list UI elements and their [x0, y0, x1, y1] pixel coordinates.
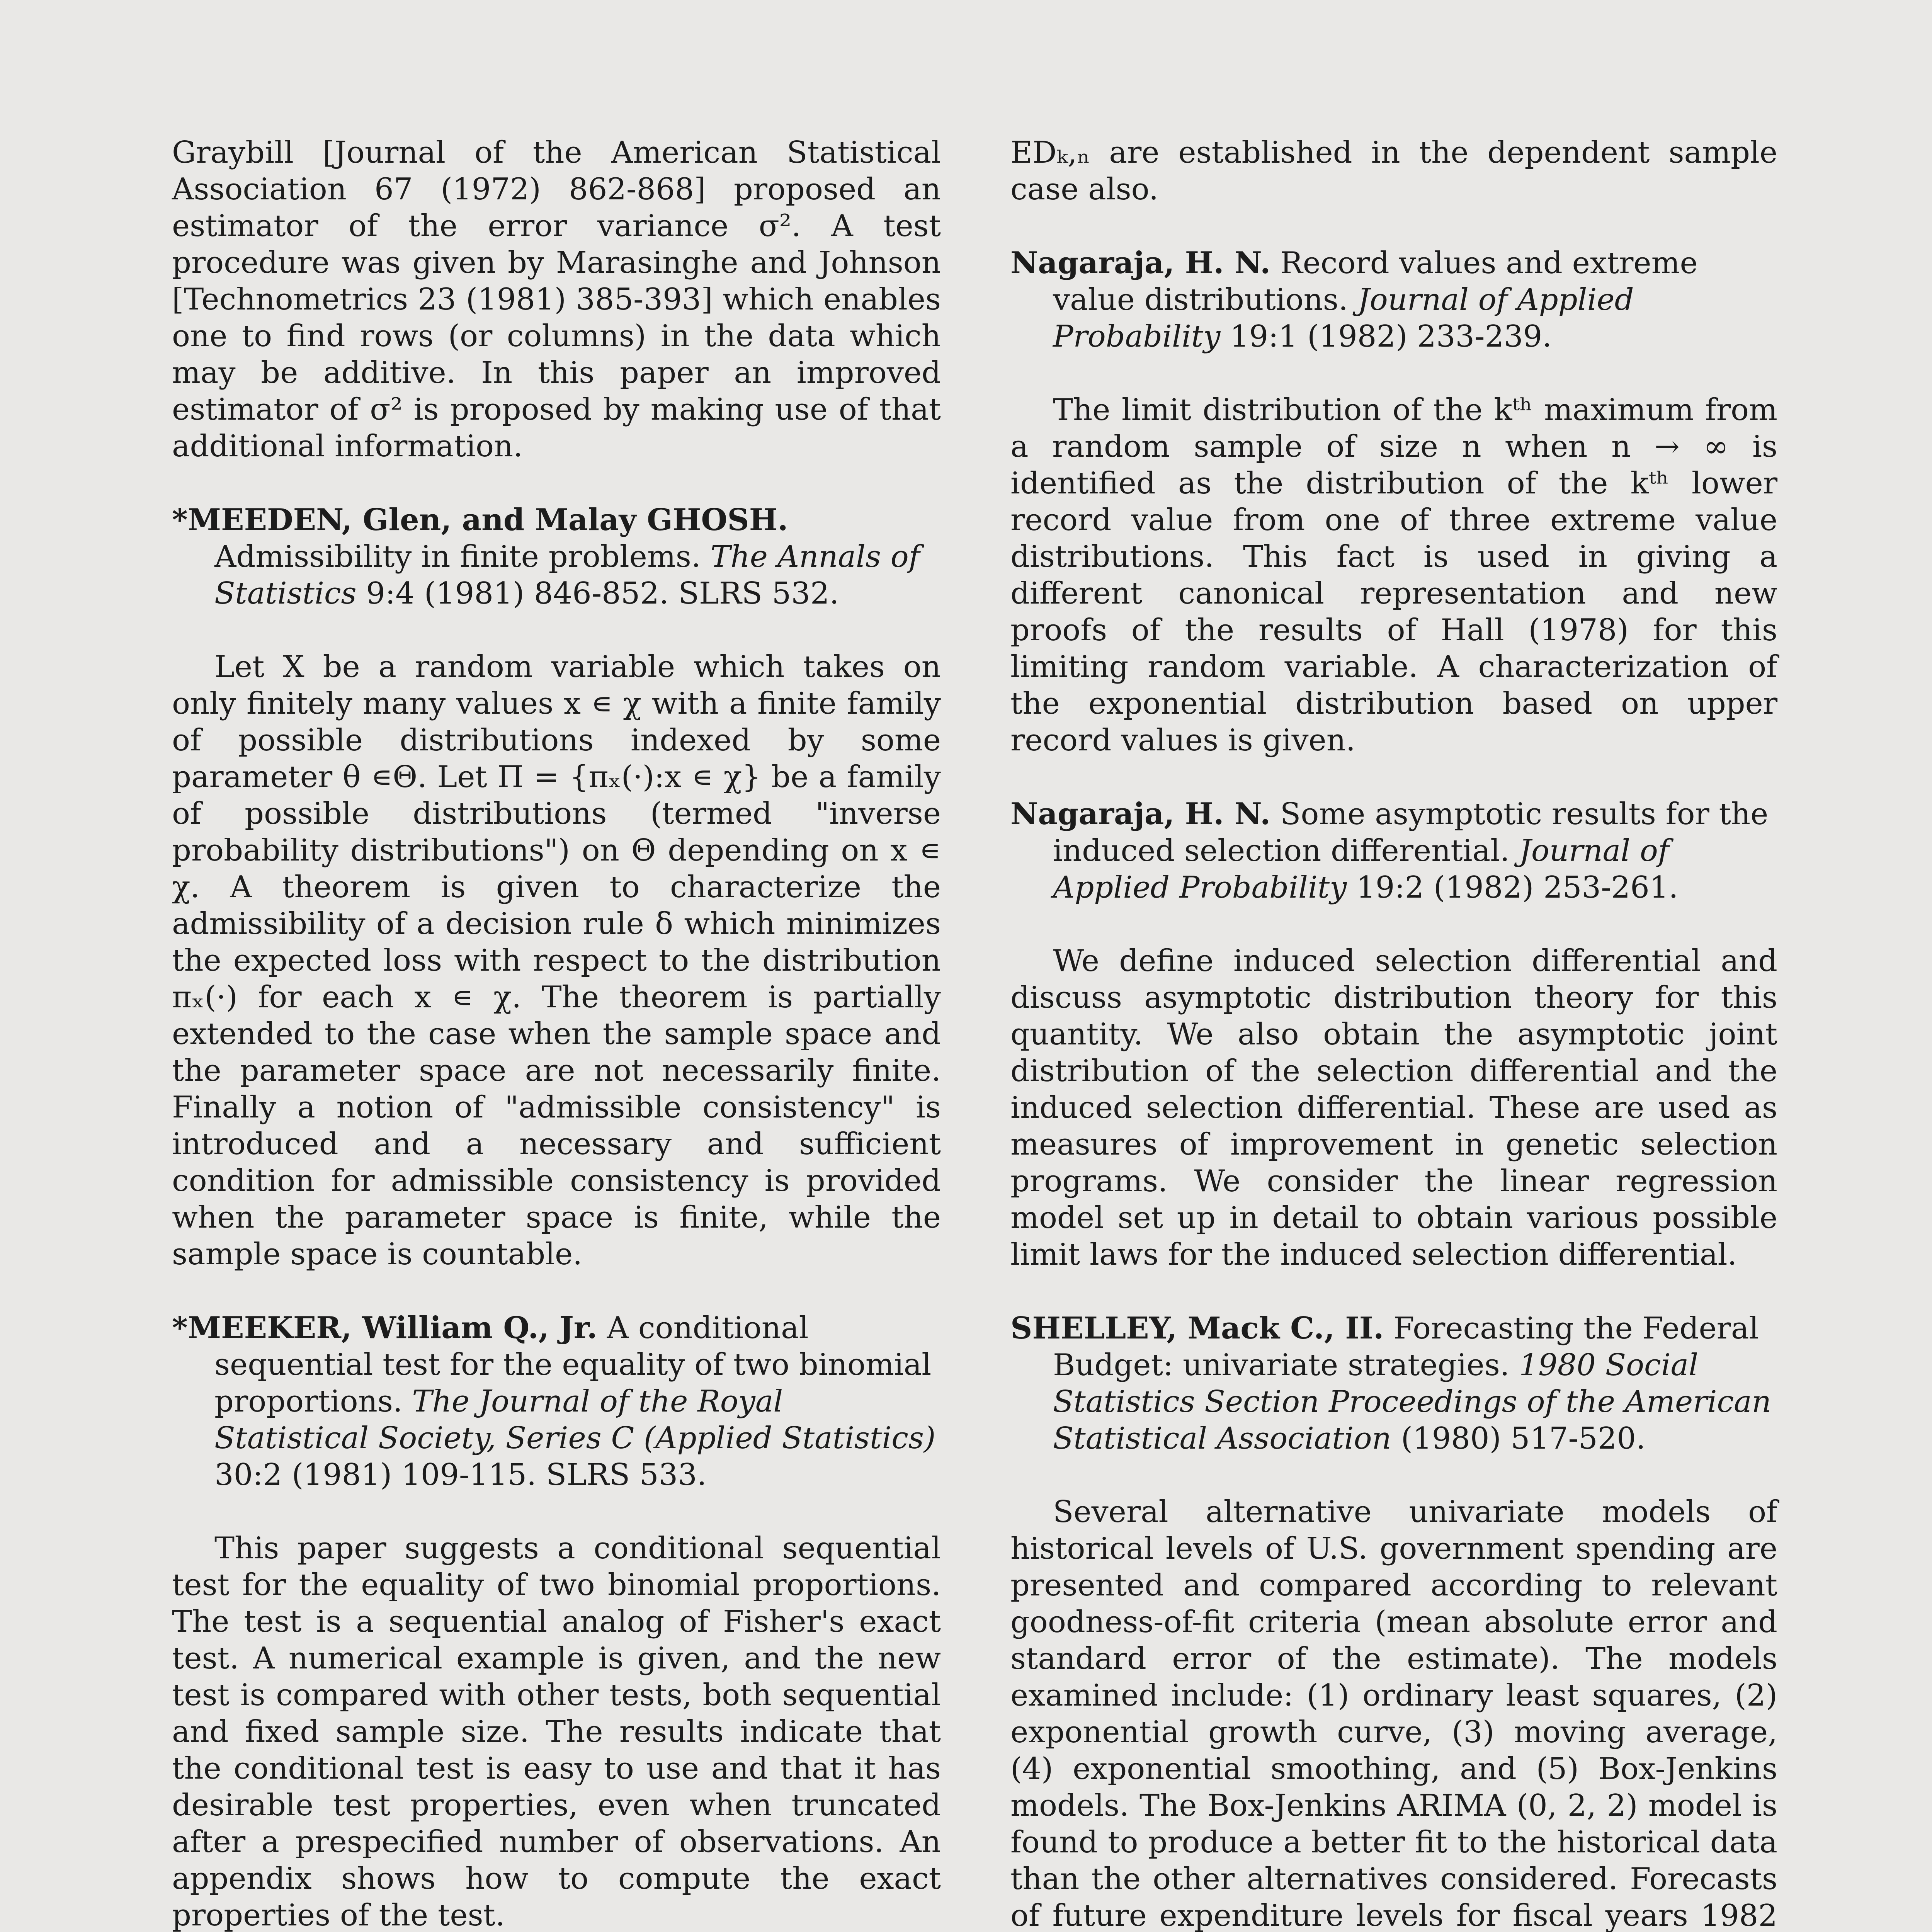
citation-author: SHELLEY, Mack C., II. — [1010, 1311, 1384, 1346]
citation-title: Some asymptotic results for the induced selection differential. — [1053, 797, 1769, 868]
citation-meeden-ghosh — [172, 502, 941, 612]
citation-details: 30:2 (1981) 109-115. SLRS 533. — [214, 1458, 707, 1492]
citation-journal: The Journal of the Royal Statistical Society, Series C (Applied Statistics) — [214, 1384, 936, 1456]
abstract-nagaraja-3: We define induced selection differential and discuss asymptotic distribution theory for this quantity. We also obtain the asymptotic joint distribution of the selection differential and the induced selection differential. These are used as measures of improvement in genetic selection programs. We consider the linear regression model set up in detail to obtain various possible limit laws for the induced selection differential. — [1010, 944, 1777, 1272]
right-column — [1010, 134, 1777, 1932]
abstract-meeden-ghosh: Let X be a random variable which takes on only finitely many values x ∊ χ with a finite family of possible distributions indexed by some parameter θ ∊Θ. Let Π = {πₓ(·):x ∊ χ} be a family of possible distributions (termed "inverse probability distributions") on Θ depending on x ∊ χ. A theorem is given to characterize the admissibility of a decision rule δ which minimizes the expected loss with respect to the distribution πₓ(·) for each x ∊ χ. The theorem is partially extended to the case when the sample space and the parameter space are not necessarily finite. Finally a notion of "admissible consistency" is introduced and a necessary and sufficient condition for admissible consistency is provided when the parameter space is finite, while the sample space is countable. — [172, 650, 941, 1272]
continued-abstract: EDₖ,ₙ are established in the dependent sample case also. — [1010, 135, 1777, 207]
citation-shelley-1 — [1010, 1310, 1777, 1457]
citation-author: *MEEKER, William Q., Jr. — [172, 1310, 597, 1345]
citation-journal: Journal of Applied Probability — [1053, 282, 1634, 354]
citation-title: A conditional sequential test for the equality of two binomial proportions. — [214, 1311, 932, 1419]
citation-author: *MEEDEN, Glen, and Malay GHOSH. — [172, 502, 788, 537]
abstract-nagaraja-2: The limit distribution of the kᵗʰ maximum from a random sample of size n when n → ∞ is identified as the distribution of the kᵗʰ lower record value from one of three extreme value distributions. This fact is used in giving a different canonical representation and new proofs of the results of Hall (1978) for this limiting random variable. A characterization of the exponential distribution based on upper record values is given. — [1010, 393, 1777, 758]
citation-author: Nagaraja, H. N. — [1010, 796, 1271, 832]
left-column — [172, 134, 941, 1932]
citation-details: 19:1 (1982) 233-239. — [1230, 319, 1552, 354]
citation-title: Admissibility in finite problems. — [214, 539, 701, 574]
citation-title: Record values and extreme value distributions. — [1053, 246, 1698, 317]
citation-details: 9:4 (1981) 846-852. SLRS 532. — [366, 576, 839, 611]
abstract-shelley-1: Several alternative univariate models of historical levels of U.S. government spending are presented and compared according to relevant goodness-of-fit criteria (mean absolute error and standard error of the estimate). The models examined include: (1) ordinary least squares, (2) exponential growth curve, (3) moving average, (4) exponential smoothing, and (5) Box-Jenkins models. The Box-Jenkins ARIMA (0, 2, 2) model is found to produce a better fit to the historical data than the other alternatives considered. Forecasts of future expenditure levels for fiscal years 1982 — [1010, 1495, 1777, 1932]
citation-journal: Journal of Applied Probability — [1053, 833, 1669, 905]
citation-meeker — [172, 1310, 941, 1493]
citation-journal: The Annals of Statistics — [214, 539, 920, 611]
citation-nagaraja-3 — [1010, 796, 1777, 906]
citation-journal: 1980 Social Statistics Section Proceedings of the American Statistical Association — [1053, 1348, 1771, 1456]
citation-nagaraja-2 — [1010, 245, 1777, 355]
continued-abstract: Graybill [Journal of the American Statistical Association 67 (1972) 862-868] proposed an estimator of the error variance σ². A test procedure was given by Marasinghe and Johnson [Technometrics 23 (1981) 385-393] which enables one to find rows (or columns) in the data which may be additive. In this paper an improved estimator of σ² is proposed by making use of that additional information. — [172, 135, 941, 464]
citation-author: Nagaraja, H. N. — [1010, 245, 1271, 281]
citation-title: Forecasting the Federal Budget: univariate strategies. — [1053, 1311, 1759, 1383]
citation-details: 19:2 (1982) 253-261. — [1356, 870, 1679, 905]
abstract-meeker: This paper suggests a conditional sequential test for the equality of two binomial proportions. The test is a sequential analog of Fisher's exact test. A numerical example is given, and the new test is compared with other tests, both sequential and fixed sample size. The results indicate that the conditional test is easy to use and that it has desirable test properties, even when truncated after a prespecified number of observations. An appendix shows how to compute the exact properties of the test. — [172, 1531, 941, 1932]
citation-details: (1980) 517-520. — [1401, 1421, 1646, 1456]
